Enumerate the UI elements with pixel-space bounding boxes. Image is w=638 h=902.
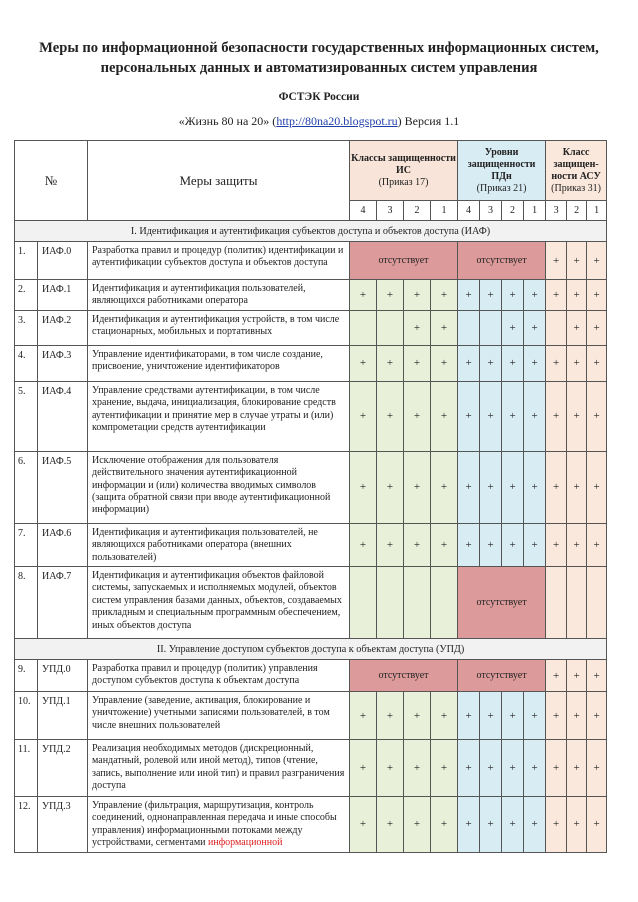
level-asu-2: 2 <box>567 201 587 221</box>
mark-cell-pd: + <box>524 345 546 381</box>
mark-cell-is: + <box>431 523 458 566</box>
measure-text: Разработка правил и процедур (политик) идентификации и аутентификации субъектов доступа и объектов доступа <box>88 242 350 280</box>
measures-table <box>14 140 607 853</box>
measure-text: Разработка правил и процедур (политик) управления доступом субъектов доступа к объектам доступа <box>88 660 350 692</box>
column-measures-header: Меры защиты <box>88 141 350 221</box>
mark-cell-pd: + <box>480 523 502 566</box>
mark-cell-is: + <box>431 310 458 345</box>
row-number: 12. <box>15 797 38 853</box>
mark-cell-asu: + <box>546 242 567 280</box>
measure-code: ИАФ.4 <box>38 381 88 451</box>
section-title: II. Управление доступом субъектов доступа к объектам доступа (УПД) <box>15 639 607 660</box>
mark-cell-asu: + <box>587 740 607 797</box>
measure-text: Исключение отображения для пользователя действительного значения аутентификационной информации и (или) количества вводимых символов (защита обратной связи при вводе аутентификационной информации) <box>88 451 350 523</box>
mark-cell-pd: + <box>458 523 480 566</box>
row-number: 6. <box>15 451 38 523</box>
row-number: 8. <box>15 567 38 639</box>
mark-cell-pd <box>480 310 502 345</box>
mark-cell-pd: + <box>502 451 524 523</box>
mark-cell-asu: + <box>587 381 607 451</box>
mark-cell-asu <box>546 310 567 345</box>
group-asu-title: Класс защищен-ности АСУ <box>551 146 601 182</box>
mark-cell-asu: + <box>546 381 567 451</box>
mark-cell-is: + <box>377 740 404 797</box>
level-pd-2: 2 <box>502 201 524 221</box>
mark-cell-pd: + <box>502 310 524 345</box>
table-row <box>15 797 607 853</box>
level-pd-3: 3 <box>480 201 502 221</box>
measure-code: ИАФ.5 <box>38 451 88 523</box>
mark-cell-pd: + <box>524 692 546 740</box>
organization-name: ФСТЭК России <box>278 91 360 103</box>
mark-cell-is: + <box>431 692 458 740</box>
mark-cell-is: + <box>377 345 404 381</box>
measure-code: УПД.2 <box>38 740 88 797</box>
mark-cell-pd: + <box>524 797 546 853</box>
mark-cell-asu <box>567 567 587 639</box>
mark-cell-asu: + <box>546 660 567 692</box>
group-is-title: Классы защищенности ИС <box>351 152 456 176</box>
table-row <box>15 451 607 523</box>
table-row <box>15 345 607 381</box>
table-row <box>15 381 607 451</box>
mark-cell-pd: + <box>502 345 524 381</box>
version-line <box>20 114 618 129</box>
mark-cell-asu: + <box>587 797 607 853</box>
measure-text: Идентификация и аутентификация объектов файловой системы, запускаемых и исполняемых модулей, объектов систем управления базами данных, объектов, создаваемых прикладным и специальным программным обеспечением, иных объектов доступа <box>88 567 350 639</box>
mark-cell-asu <box>587 567 607 639</box>
mark-cell-is: + <box>350 797 377 853</box>
mark-cell-pd: + <box>502 381 524 451</box>
mark-cell-is: + <box>350 740 377 797</box>
group-pd-order: (Приказ 21) <box>476 182 527 194</box>
mark-cell-asu: + <box>587 692 607 740</box>
mark-cell-asu: + <box>567 692 587 740</box>
mark-cell-is <box>431 567 458 639</box>
table-row <box>15 692 607 740</box>
table-row <box>15 740 607 797</box>
mark-cell-asu: + <box>567 523 587 566</box>
mark-cell-is: + <box>431 345 458 381</box>
mark-cell-is <box>404 567 431 639</box>
section-title: I. Идентификация и аутентификация субъектов доступа и объектов доступа (ИАФ) <box>15 221 607 242</box>
mark-cell-pd: + <box>458 381 480 451</box>
mark-cell-is: + <box>404 797 431 853</box>
measure-text: Управление (заведение, активация, блокирование и уничтожение) учетными записями пользователей, в том числе внешних пользователей <box>88 692 350 740</box>
mark-cell-pd: + <box>480 740 502 797</box>
group-is-order: (Приказ 17) <box>378 176 429 188</box>
measure-code: УПД.3 <box>38 797 88 853</box>
measure-code: ИАФ.1 <box>38 280 88 311</box>
mark-cell-pd: + <box>458 280 480 311</box>
mark-cell-is <box>377 310 404 345</box>
mark-cell-pd <box>458 310 480 345</box>
measure-code: ИАФ.3 <box>38 345 88 381</box>
version-prefix: «Жизнь 80 на 20» ( <box>178 114 277 128</box>
mark-cell-asu: + <box>587 451 607 523</box>
mark-cell-is: + <box>377 523 404 566</box>
mark-cell-asu: + <box>567 381 587 451</box>
mark-cell-is: + <box>404 692 431 740</box>
mark-cell-asu: + <box>567 345 587 381</box>
group-asu-header <box>546 141 607 201</box>
mark-cell-asu: + <box>546 740 567 797</box>
mark-cell-asu: + <box>567 740 587 797</box>
mark-cell-is: + <box>377 692 404 740</box>
level-is-3: 3 <box>377 201 404 221</box>
mark-cell-asu: + <box>567 660 587 692</box>
mark-cell-asu: + <box>546 523 567 566</box>
mark-cell-asu: + <box>587 523 607 566</box>
mark-cell-is <box>350 567 377 639</box>
level-is-4: 4 <box>350 201 377 221</box>
row-number: 9. <box>15 660 38 692</box>
mark-cell-asu: + <box>587 310 607 345</box>
mark-cell-pd: + <box>480 345 502 381</box>
mark-cell-is: + <box>377 797 404 853</box>
mark-cell-asu: + <box>587 660 607 692</box>
absent-cell-is: отсутствует <box>350 660 458 692</box>
measure-text: Идентификация и аутентификация устройств, в том числе стационарных, мобильных и портативных <box>88 310 350 345</box>
mark-cell-pd: + <box>458 740 480 797</box>
mark-cell-asu: + <box>567 242 587 280</box>
section-header <box>15 221 607 242</box>
group-pd-header <box>458 141 546 201</box>
group-asu-order: (Приказ 31) <box>551 182 602 194</box>
mark-cell-pd: + <box>458 692 480 740</box>
mark-cell-pd: + <box>458 451 480 523</box>
group-pd-title: Уровни защищенности ПДн <box>467 146 536 182</box>
level-pd-4: 4 <box>458 201 480 221</box>
row-number: 4. <box>15 345 38 381</box>
mark-cell-is: + <box>404 740 431 797</box>
mark-cell-pd: + <box>524 451 546 523</box>
mark-cell-is: + <box>350 345 377 381</box>
mark-cell-is: + <box>404 523 431 566</box>
measure-text: Реализация необходимых методов (дискреционный, мандатный, ролевой или иной метод), типов (чтение, запись, выполнение или иной тип) и правил разграничения доступа <box>88 740 350 797</box>
version-suffix: ) Версия 1.1 <box>397 114 460 128</box>
level-is-2: 2 <box>404 201 431 221</box>
mark-cell-asu: + <box>546 280 567 311</box>
mark-cell-pd: + <box>524 523 546 566</box>
table-row <box>15 280 607 311</box>
level-asu-3: 3 <box>546 201 567 221</box>
mark-cell-pd: + <box>480 692 502 740</box>
row-number: 5. <box>15 381 38 451</box>
measure-code: ИАФ.6 <box>38 523 88 566</box>
row-number: 3. <box>15 310 38 345</box>
mark-cell-is <box>350 310 377 345</box>
mark-cell-pd: + <box>502 740 524 797</box>
mark-cell-is: + <box>404 310 431 345</box>
measure-code: УПД.1 <box>38 692 88 740</box>
mark-cell-asu <box>546 567 567 639</box>
mark-cell-pd: + <box>524 280 546 311</box>
mark-cell-pd: + <box>502 797 524 853</box>
measure-text: Идентификация и аутентификация пользователей, не являющихся работниками оператора (внешних пользователей) <box>88 523 350 566</box>
mark-cell-is: + <box>350 692 377 740</box>
measure-text: Идентификация и аутентификация пользователей, являющихся работниками оператора <box>88 280 350 311</box>
mark-cell-is: + <box>431 381 458 451</box>
mark-cell-is: + <box>431 740 458 797</box>
row-number: 10. <box>15 692 38 740</box>
mark-cell-pd: + <box>480 280 502 311</box>
mark-cell-pd: + <box>480 451 502 523</box>
section-header <box>15 639 607 660</box>
mark-cell-is: + <box>350 381 377 451</box>
mark-cell-is: + <box>431 280 458 311</box>
mark-cell-asu: + <box>546 797 567 853</box>
mark-cell-asu: + <box>546 345 567 381</box>
mark-cell-pd: + <box>458 797 480 853</box>
measure-text-highlight: информационной <box>208 837 283 849</box>
mark-cell-is: + <box>404 345 431 381</box>
mark-cell-pd: + <box>502 692 524 740</box>
mark-cell-is: + <box>404 451 431 523</box>
mark-cell-pd: + <box>480 381 502 451</box>
table-row <box>15 310 607 345</box>
mark-cell-asu: + <box>567 451 587 523</box>
table-row <box>15 567 607 639</box>
level-asu-1: 1 <box>587 201 607 221</box>
group-is-header <box>350 141 458 201</box>
row-number: 2. <box>15 280 38 311</box>
mark-cell-asu: + <box>546 451 567 523</box>
mark-cell-asu: + <box>587 242 607 280</box>
table-row <box>15 523 607 566</box>
mark-cell-is: + <box>350 523 377 566</box>
absent-cell-pd: отсутствует <box>458 242 546 280</box>
mark-cell-is <box>377 567 404 639</box>
measure-text: Управление средствами аутентификации, в том числе хранение, выдача, инициализация, блокирование средств аутентификации и принятие мер в случае утраты и (или) компрометации средств аутентификации <box>88 381 350 451</box>
measure-text: Управление (фильтрация, маршрутизация, контроль соединений, однонаправленная передача и иные способы управления) информационными потоками между устройствами, сегментами информационной <box>88 797 350 853</box>
mark-cell-pd: + <box>524 310 546 345</box>
table-row <box>15 660 607 692</box>
mark-cell-is: + <box>431 797 458 853</box>
absent-cell-is: отсутствует <box>350 242 458 280</box>
mark-cell-pd: + <box>524 740 546 797</box>
mark-cell-is: + <box>377 451 404 523</box>
mark-cell-pd: + <box>458 345 480 381</box>
mark-cell-pd: + <box>524 381 546 451</box>
mark-cell-pd: + <box>502 523 524 566</box>
blog-link[interactable]: http://80na20.blogspot.ru <box>276 114 398 128</box>
mark-cell-is: + <box>404 381 431 451</box>
table-row <box>15 242 607 280</box>
mark-cell-asu: + <box>567 797 587 853</box>
measure-code: УПД.0 <box>38 660 88 692</box>
row-number: 11. <box>15 740 38 797</box>
mark-cell-asu: + <box>567 280 587 311</box>
mark-cell-is: + <box>404 280 431 311</box>
mark-cell-asu: + <box>546 692 567 740</box>
mark-cell-pd: + <box>480 797 502 853</box>
measure-code: ИАФ.2 <box>38 310 88 345</box>
mark-cell-asu: + <box>587 280 607 311</box>
level-is-1: 1 <box>431 201 458 221</box>
column-number-header: № <box>15 141 88 221</box>
mark-cell-asu: + <box>587 345 607 381</box>
row-number: 7. <box>15 523 38 566</box>
mark-cell-asu: + <box>567 310 587 345</box>
mark-cell-is: + <box>350 451 377 523</box>
level-pd-1: 1 <box>524 201 546 221</box>
absent-cell-pd: отсутствует <box>458 660 546 692</box>
mark-cell-is: + <box>377 381 404 451</box>
measure-text: Управление идентификаторами, в том числе создание, присвоение, уничтожение идентификаторов <box>88 345 350 381</box>
measure-code: ИАФ.7 <box>38 567 88 639</box>
mark-cell-pd: + <box>502 280 524 311</box>
row-number: 1. <box>15 242 38 280</box>
mark-cell-is: + <box>431 451 458 523</box>
mark-cell-is: + <box>350 280 377 311</box>
document-title: Меры по информационной безопасности государственных информационных систем, персональных данных и автоматизированных систем управления <box>39 40 599 76</box>
absent-cell-pd: отсутствует <box>458 567 546 639</box>
mark-cell-is: + <box>377 280 404 311</box>
measure-code: ИАФ.0 <box>38 242 88 280</box>
